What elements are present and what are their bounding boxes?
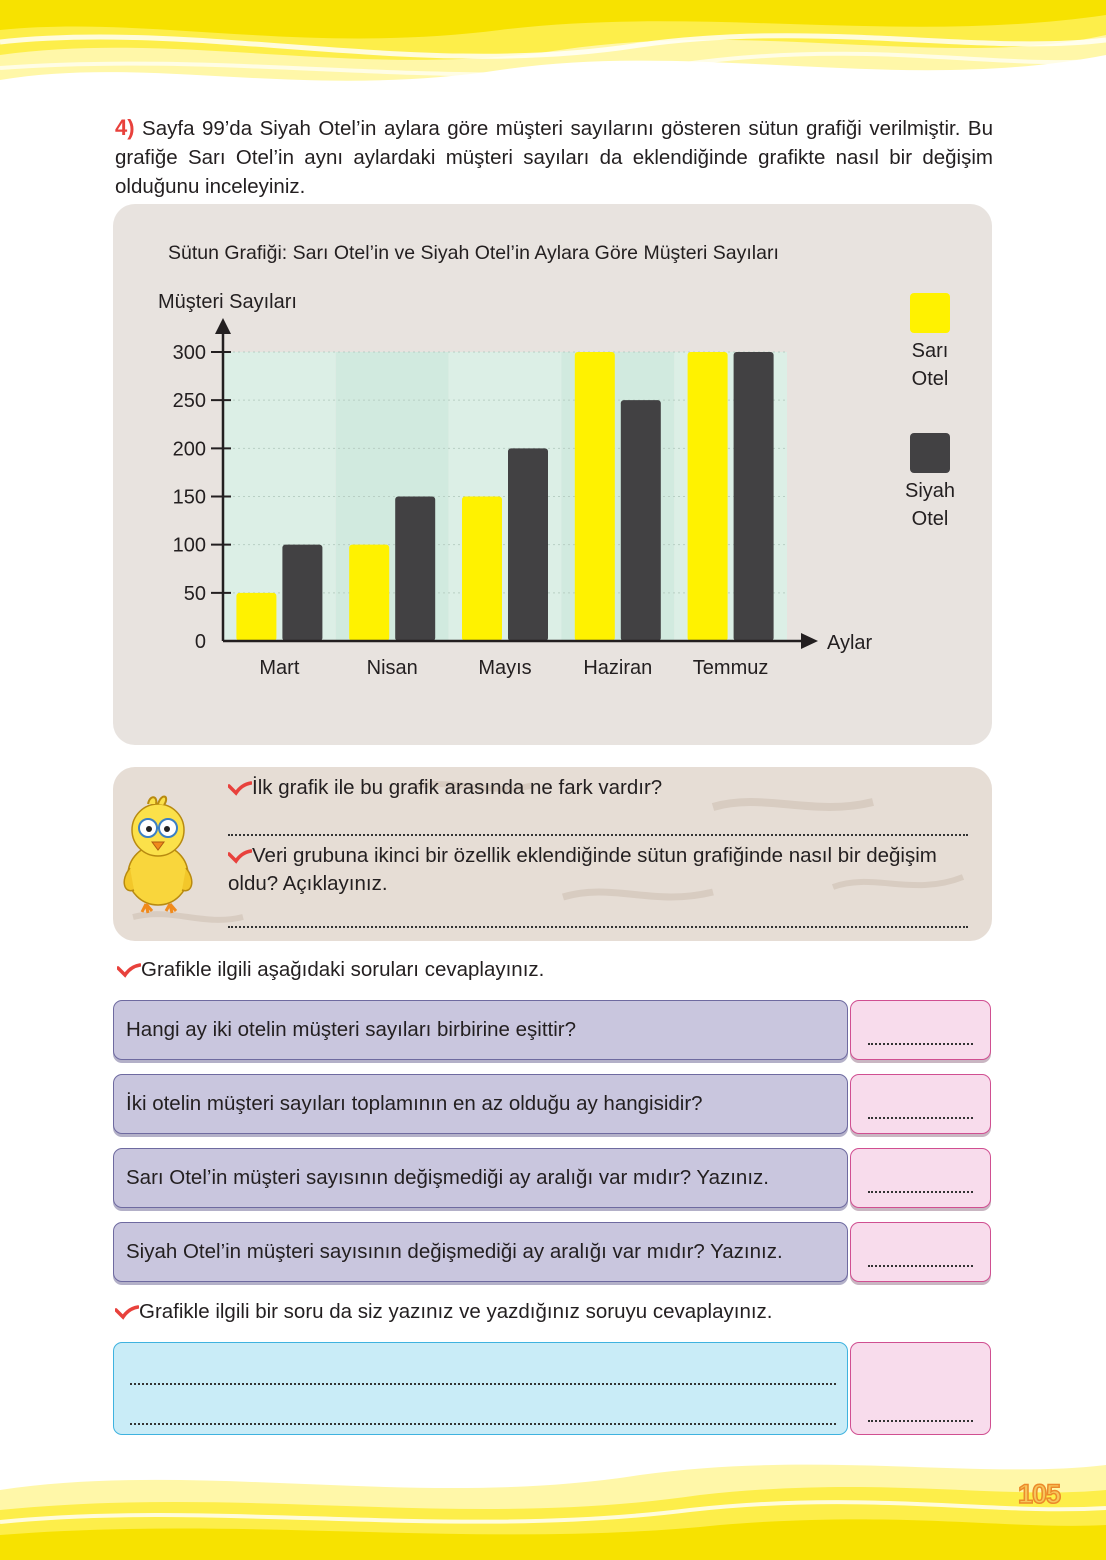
question-row-4: Siyah Otel’in müşteri sayısının değişmediği ay aralığı var mıdır? Yazınız. bbox=[113, 1222, 848, 1282]
y-tick-label: 300 bbox=[172, 342, 206, 364]
legend-swatch-sari-otel bbox=[910, 293, 950, 333]
own-answer-box[interactable] bbox=[850, 1342, 991, 1435]
bar-sari-otel-haziran bbox=[575, 352, 615, 641]
chick-mascot-icon bbox=[118, 790, 198, 915]
question-row-1: Hangi ay iki otelin müşteri sayıları birbirine eşittir? bbox=[113, 1000, 848, 1060]
bar-siyah-otel-temmuz bbox=[734, 352, 774, 641]
x-tick-label: Haziran bbox=[583, 657, 653, 679]
check-tick-icon bbox=[115, 1305, 139, 1321]
bottom-wave-decoration bbox=[0, 1440, 1106, 1560]
x-axis-label: Aylar bbox=[827, 632, 873, 654]
y-tick-label: 150 bbox=[172, 486, 206, 509]
check-tick-icon bbox=[117, 963, 141, 979]
question-number: 4) bbox=[115, 115, 135, 140]
answer-dotted-line-2[interactable] bbox=[228, 926, 968, 928]
legend-label: Otel bbox=[911, 508, 949, 530]
answer-box-4[interactable] bbox=[850, 1222, 991, 1282]
bar-siyah-otel-nisan bbox=[395, 497, 435, 642]
intro-text: Sayfa 99’da Siyah Otel’in aylara göre müşteri sayılarını gösteren sütun grafiği verilmiştir. Bu grafiğe Sarı Otel’in aynı aylardaki müşteri sayıları da eklendiğinde grafikte nasıl bir değişim olduğunu inceleyiniz. bbox=[115, 117, 993, 198]
y-tick-label: 100 bbox=[172, 534, 206, 557]
y-tick-label: 50 bbox=[183, 582, 206, 605]
x-tick-label: Temmuz bbox=[692, 657, 769, 679]
legend-label: Otel bbox=[911, 368, 949, 390]
legend-label: Siyah bbox=[904, 480, 956, 502]
y-tick-label: 200 bbox=[172, 438, 206, 461]
chart-title: Sütun Grafiği: Sarı Otel’in ve Siyah Otel’in Aylara Göre Müşteri Sayıları bbox=[168, 242, 779, 264]
intro-paragraph bbox=[115, 113, 993, 201]
discussion-question-1: İlk grafik ile bu grafik arasında ne fark vardır? bbox=[228, 774, 662, 802]
check-tick-icon bbox=[228, 781, 252, 797]
bar-siyah-otel-mart bbox=[282, 545, 322, 641]
answer-box-3[interactable] bbox=[850, 1148, 991, 1208]
bar-chart bbox=[113, 204, 992, 745]
questions-heading: Grafikle ilgili aşağıdaki soruları cevaplayınız. bbox=[117, 958, 544, 982]
bar-siyah-otel-mayıs bbox=[508, 448, 548, 641]
bar-sari-otel-mayıs bbox=[462, 497, 502, 642]
bar-sari-otel-nisan bbox=[349, 545, 389, 641]
y-axis-arrow-icon bbox=[215, 318, 231, 334]
answer-box-2[interactable] bbox=[850, 1074, 991, 1134]
own-question-write-area[interactable] bbox=[113, 1342, 848, 1435]
x-tick-label: Mayıs bbox=[478, 657, 532, 679]
x-tick-label: Nisan bbox=[366, 657, 418, 679]
bar-sari-otel-temmuz bbox=[688, 352, 728, 641]
question-row-2: İki otelin müşteri sayıları toplamının en az olduğu ay hangisidir? bbox=[113, 1074, 848, 1134]
check-tick-icon bbox=[228, 849, 252, 865]
top-wave-decoration bbox=[0, 0, 1106, 110]
question-row-3: Sarı Otel’in müşteri sayısının değişmediği ay aralığı var mıdır? Yazınız. bbox=[113, 1148, 848, 1208]
answer-box-1[interactable] bbox=[850, 1000, 991, 1060]
bar-siyah-otel-haziran bbox=[621, 400, 661, 641]
x-tick-label: Mart bbox=[259, 657, 300, 679]
own-question-heading: Grafikle ilgili bir soru da siz yazınız ve yazdığınız soruyu cevaplayınız. bbox=[115, 1300, 773, 1324]
legend-swatch-siyah-otel bbox=[910, 433, 950, 473]
y-tick-label: 0 bbox=[194, 631, 206, 653]
y-tick-label: 250 bbox=[172, 390, 206, 413]
y-axis-label: Müşteri Sayıları bbox=[158, 291, 297, 313]
discussion-question-2: Veri grubuna ikinci bir özellik eklendiğinde sütun grafiğinde nasıl bir değişim oldu? Açıklayınız. bbox=[228, 844, 937, 895]
bar-sari-otel-mart bbox=[236, 593, 276, 641]
x-axis-arrow-icon bbox=[801, 633, 818, 649]
page-number: 105 bbox=[1018, 1479, 1061, 1509]
answer-dotted-line-1[interactable] bbox=[228, 834, 968, 836]
legend-label: Sarı bbox=[911, 340, 949, 362]
